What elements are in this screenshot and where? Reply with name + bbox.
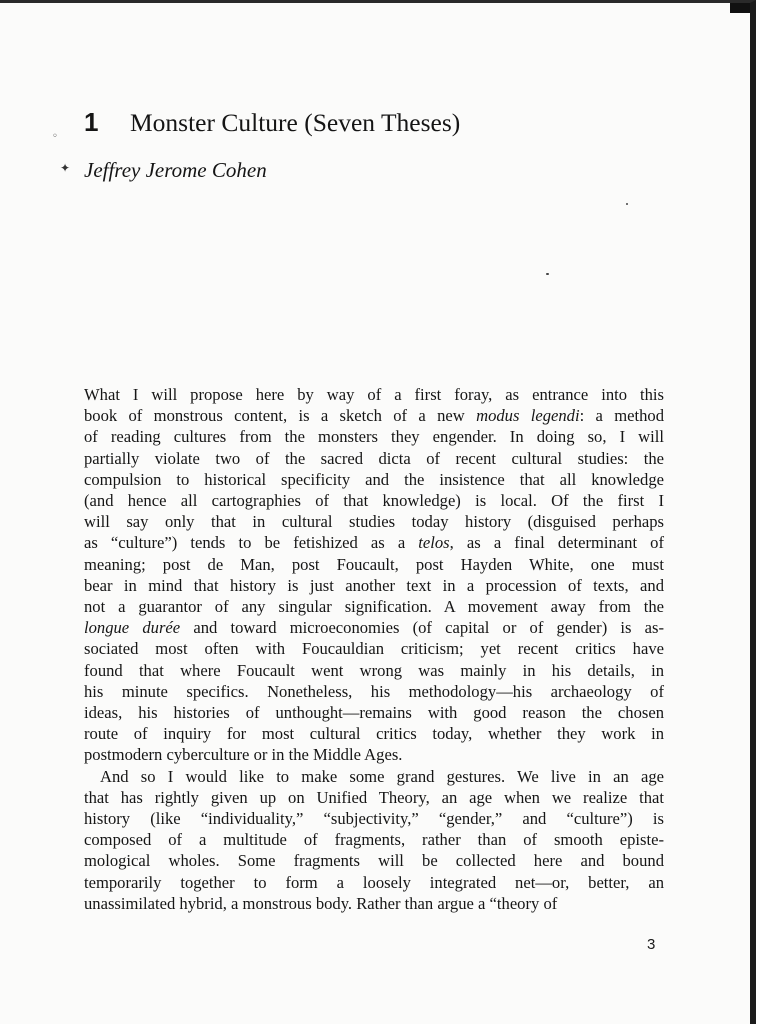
italic-phrase: telos: [418, 533, 450, 553]
body-text: [84, 384, 664, 914]
text-line: route of inquiry for most cultural critics today, whether they work in: [84, 724, 664, 744]
text-line: temporarily together to form a loosely integrated net—or, better, an: [84, 872, 664, 892]
text-line: compulsion to historical specificity and the insistence that all knowledge: [84, 469, 664, 489]
text-line: longue durée and toward microeconomies (of capital or of gender) is as-: [84, 618, 665, 638]
scan-speck: [546, 273, 549, 275]
text-line: (and hence all cartographies of that knowledge) is local. Of the first I: [84, 491, 664, 511]
text-line: history (like “individuality,” “subjectivity,” “gender,” and “culture”) is: [84, 809, 664, 829]
scan-edge: [730, 3, 750, 13]
page-number: 3: [647, 936, 656, 953]
text-line: postmodern cyberculture or in the Middle Ages.: [84, 745, 403, 765]
scan-speck: ◦: [52, 131, 58, 142]
text-line: unassimilated hybrid, a monstrous body. Rather than argue a “theory of: [84, 893, 558, 913]
scan-speck: [626, 203, 628, 205]
text-line: will say only that in cultural studies today history (disguised perhaps: [84, 512, 664, 532]
text-line: as “culture”) tends to be fetishized as a telos, as a final determinant of: [84, 533, 664, 553]
italic-phrase: modus legendi: [476, 406, 580, 426]
text-line: mological wholes. Some fragments will be collected here and bound: [84, 851, 664, 871]
text-line: not a guarantor of any singular signification. A movement away from the: [84, 597, 664, 617]
text-line: sociated most often with Foucauldian criticism; yet recent critics have: [84, 639, 664, 659]
text-line: found that where Foucault went wrong was mainly in his details, in: [84, 660, 664, 680]
scan-speck: ✦: [60, 161, 71, 175]
text-line: bear in mind that history is just another text in a procession of texts, and: [84, 575, 664, 595]
chapter-title: Monster Culture (Seven Theses): [130, 108, 461, 137]
text-line: composed of a multitude of fragments, rather than of smooth episte-: [84, 830, 664, 850]
text-line: partially violate two of the sacred dicta of recent cultural studies: the: [84, 448, 664, 468]
text-line: ideas, his histories of unthought—remains with good reason the chosen: [84, 703, 664, 723]
text-line: that has rightly given up on Unified Theory, an age when we realize that: [84, 787, 664, 807]
text-line: book of monstrous content, is a sketch of a new modus legendi: a method: [84, 406, 665, 426]
text-line: What I will propose here by way of a first foray, as entrance into this: [84, 385, 664, 404]
author-name: Jeffrey Jerome Cohen: [84, 158, 267, 182]
chapter-heading: [84, 107, 460, 138]
text-line: his minute specifics. Nonetheless, his methodology—his archaeology of: [84, 681, 664, 701]
italic-phrase: longue durée: [84, 618, 181, 638]
text-line: meaning; post de Man, post Foucault, post Hayden White, one must: [84, 554, 664, 574]
text-line: of reading cultures from the monsters they engender. In doing so, I will: [84, 427, 664, 447]
chapter-number: 1: [84, 107, 99, 137]
text-line: And so I would like to make some grand gestures. We live in an age: [100, 766, 664, 786]
